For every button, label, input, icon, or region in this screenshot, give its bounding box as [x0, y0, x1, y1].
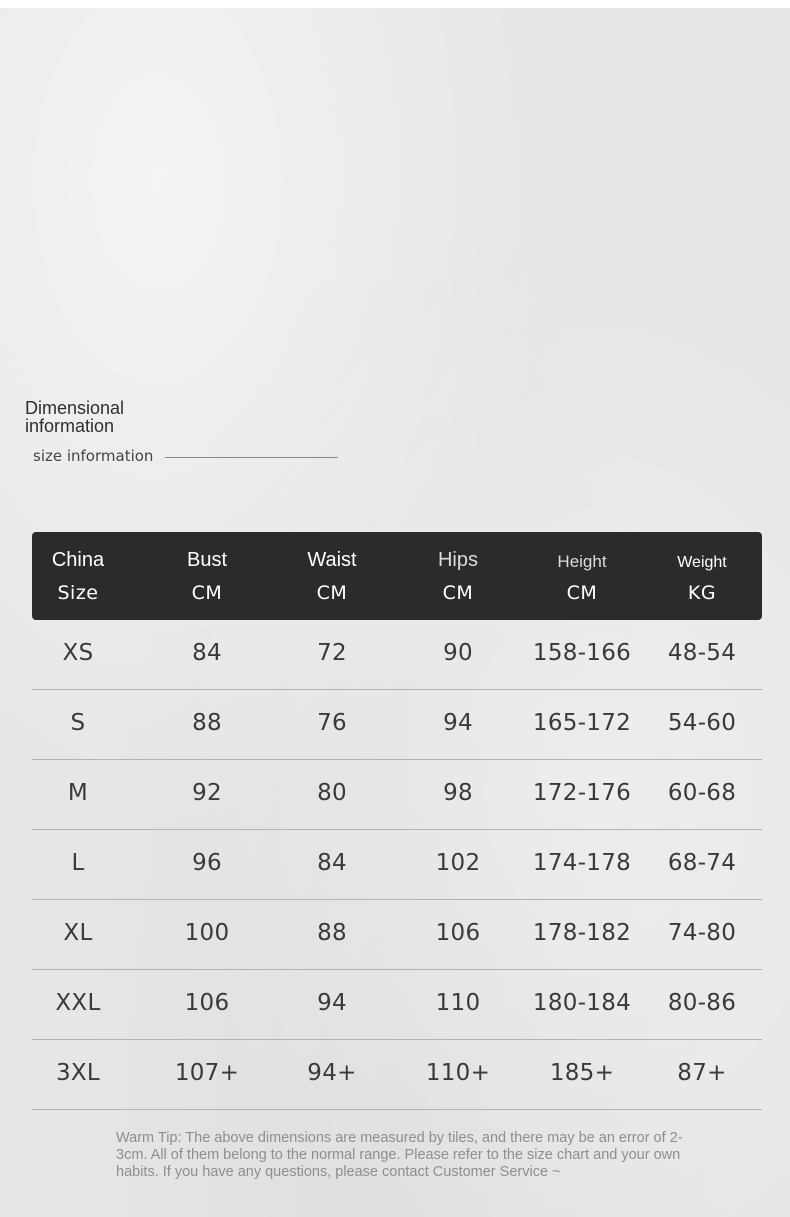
header-hips — [398, 532, 518, 620]
header-unit: CM — [316, 582, 348, 604]
header-name: Waist — [307, 549, 357, 571]
subtitle-divider — [165, 457, 338, 458]
header-bust — [147, 532, 267, 620]
cell-weight: 74-80 — [667, 920, 737, 946]
top-white-strip — [0, 0, 790, 8]
header-unit: KG — [687, 582, 717, 604]
cell-hips: 110+ — [425, 1060, 491, 1086]
header-unit: CM — [566, 582, 598, 604]
header-height — [522, 532, 642, 620]
cell-height: 172-176 — [532, 780, 632, 806]
cell-hips: 98 — [443, 780, 473, 806]
table-row — [32, 900, 762, 970]
section-subtitle: size information — [33, 447, 154, 465]
cell-weight: 60-68 — [667, 780, 737, 806]
cell-bust: 106 — [184, 990, 230, 1016]
cell-weight: 80-86 — [667, 990, 737, 1016]
table-row — [32, 1040, 762, 1110]
header-name: China — [51, 549, 105, 571]
cell-height: 174-178 — [532, 850, 632, 876]
table-row — [32, 830, 762, 900]
cell-size: S — [70, 710, 86, 736]
cell-bust: 96 — [192, 850, 222, 876]
cell-height: 158-166 — [532, 640, 632, 666]
cell-bust: 92 — [192, 780, 222, 806]
cell-hips: 110 — [435, 990, 481, 1016]
header-unit: CM — [442, 582, 474, 604]
table-row — [32, 760, 762, 830]
cell-bust: 100 — [184, 920, 230, 946]
header-name: Hips — [437, 549, 478, 571]
cell-waist: 94 — [317, 990, 347, 1016]
cell-height: 165-172 — [532, 710, 632, 736]
cell-size: XL — [63, 920, 93, 946]
cell-height: 180-184 — [532, 990, 632, 1016]
cell-hips: 90 — [443, 640, 473, 666]
size-chart-table — [32, 532, 762, 1110]
section-title: Dimensional information — [25, 398, 125, 436]
cell-waist: 80 — [317, 780, 347, 806]
cell-bust: 84 — [192, 640, 222, 666]
warm-tip-text: Warm Tip: The above dimensions are measured by tiles, and there may be an error of 2-3cm. All of them belong to the normal range. Please refer to the size chart and your own habits. If you have any questions, please contact Customer Service ~ — [116, 1130, 683, 1180]
cell-waist: 76 — [317, 710, 347, 736]
cell-size: XS — [62, 640, 94, 666]
cell-bust: 88 — [192, 710, 222, 736]
header-name: Height — [557, 552, 607, 571]
header-name: Bust — [186, 549, 228, 571]
cell-height: 185+ — [549, 1060, 615, 1086]
cell-weight: 68-74 — [667, 850, 737, 876]
cell-hips: 102 — [435, 850, 481, 876]
header-name: Weight — [677, 554, 727, 571]
cell-size: M — [67, 780, 89, 806]
cell-weight: 48-54 — [667, 640, 737, 666]
cell-height: 178-182 — [532, 920, 632, 946]
header-china-size — [32, 532, 124, 620]
cell-weight: 54-60 — [667, 710, 737, 736]
cell-size: L — [71, 850, 85, 876]
table-row — [32, 620, 762, 690]
cell-bust: 107+ — [174, 1060, 240, 1086]
cell-waist: 84 — [317, 850, 347, 876]
cell-waist: 94+ — [307, 1060, 357, 1086]
table-header — [32, 532, 762, 620]
table-row — [32, 690, 762, 760]
header-unit: Size — [57, 582, 99, 604]
cell-weight: 87+ — [677, 1060, 727, 1086]
cell-size: XXL — [55, 990, 101, 1016]
table-row — [32, 970, 762, 1040]
header-weight — [642, 532, 762, 620]
cell-size: 3XL — [55, 1060, 101, 1086]
cell-waist: 72 — [317, 640, 347, 666]
cell-waist: 88 — [317, 920, 347, 946]
cell-hips: 106 — [435, 920, 481, 946]
header-unit: CM — [191, 582, 223, 604]
cell-hips: 94 — [443, 710, 473, 736]
header-waist — [272, 532, 392, 620]
